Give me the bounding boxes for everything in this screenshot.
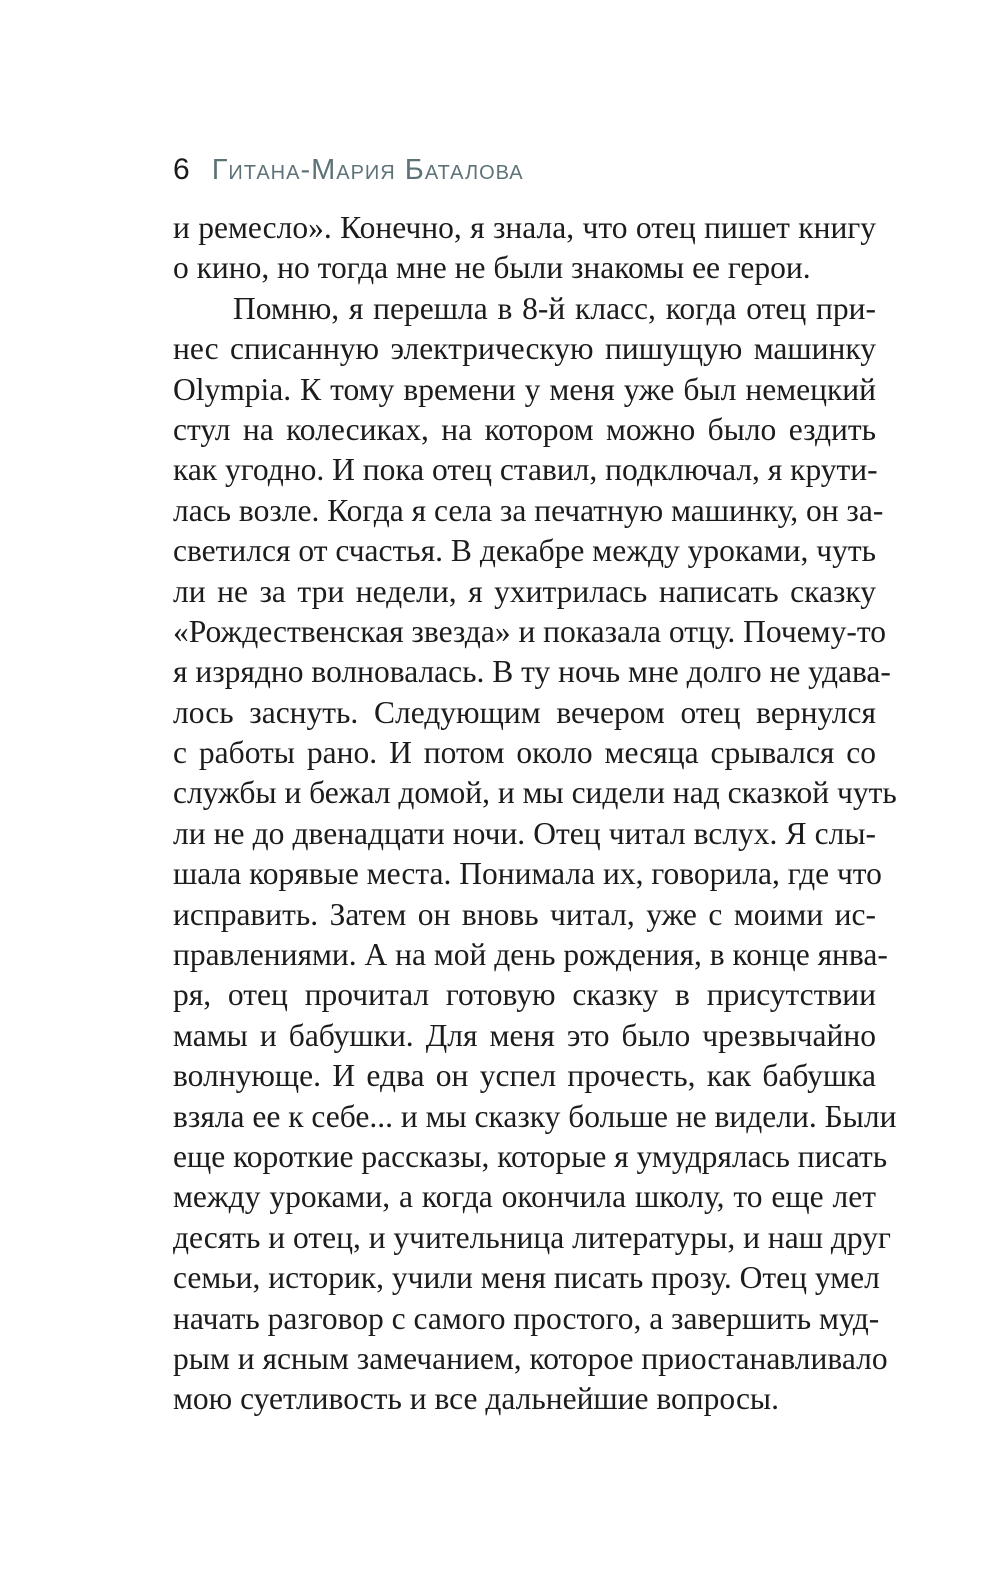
text-line: семьи, историк, учили меня писать прозу. Отец умел — [173, 1260, 880, 1296]
text-line: между уроками, а когда окончила школу, то еще лет — [173, 1179, 876, 1215]
text-line: о кино, но тогда мне не были знакомы ее герои. — [173, 250, 811, 286]
text-line: лось заснуть. Следующим вечером отец вернулся — [173, 694, 876, 730]
text-line: Olympia. К тому времени у меня уже был немецкий — [173, 371, 876, 407]
running-head-author: Гитана-Мария Баталова — [211, 154, 524, 186]
text-line: взяла ее к себе... и мы сказку больше не видели. Были — [173, 1098, 897, 1134]
text-line: десять и отец, и учительница литературы, и наш друг — [173, 1219, 891, 1255]
text-line: исправить. Затем он вновь читал, уже с моими ис- — [173, 896, 876, 932]
text-line: ли не за три недели, я ухитрилась написать сказку — [173, 573, 876, 609]
text-line: нес списанную электрическую пишущую машинку — [173, 331, 876, 367]
text-line: Помню, я перешла в 8-й класс, когда отец при- — [233, 290, 876, 326]
text-line: я изрядно волновалась. В ту ночь мне долго не удава- — [173, 654, 891, 690]
text-line: «Рождественская звезда» и показала отцу. Почему-то — [173, 613, 886, 649]
text-line: ли не до двенадцати ночи. Отец читал вслух. Я слы- — [173, 815, 876, 851]
text-line: правлениями. А на мой день рождения, в конце янва- — [173, 937, 888, 973]
text-line: начать разговор с самого простого, а завершить муд- — [173, 1300, 880, 1336]
running-head — [173, 153, 873, 197]
text-line: с работы рано. И потом около месяца срывался со — [173, 735, 876, 771]
text-line: мою суетливость и все дальнейшие вопросы. — [173, 1381, 779, 1417]
page-number: 6 — [173, 153, 190, 186]
text-line: еще короткие рассказы, которые я умудрялась писать — [173, 1138, 888, 1174]
text-line: светился от счастья. В декабре между уроками, чуть — [173, 533, 876, 569]
text-line: мамы и бабушки. Для меня это было чрезвычайно — [173, 1017, 876, 1053]
text-line: лась возле. Когда я села за печатную машинку, он за- — [173, 492, 884, 528]
text-line: шала корявые места. Понимала их, говорила, где что — [173, 856, 882, 892]
text-line: как угодно. И пока отец ставил, подключал, я крути- — [173, 452, 878, 488]
text-line: службы и бежал домой, и мы сидели над сказкой чуть — [173, 775, 897, 811]
body-text — [173, 208, 897, 1420]
text-line: ря, отец прочитал готовую сказку в присутствии — [173, 977, 876, 1013]
text-line: рым и ясным замечанием, которое приостанавливало — [173, 1340, 888, 1376]
text-line: стул на колесиках, на котором можно было ездить — [173, 411, 876, 447]
text-line: волнующе. И едва он успел прочесть, как бабушка — [173, 1058, 876, 1094]
text-line: и ремесло». Конечно, я знала, что отец пишет книгу — [173, 210, 876, 245]
